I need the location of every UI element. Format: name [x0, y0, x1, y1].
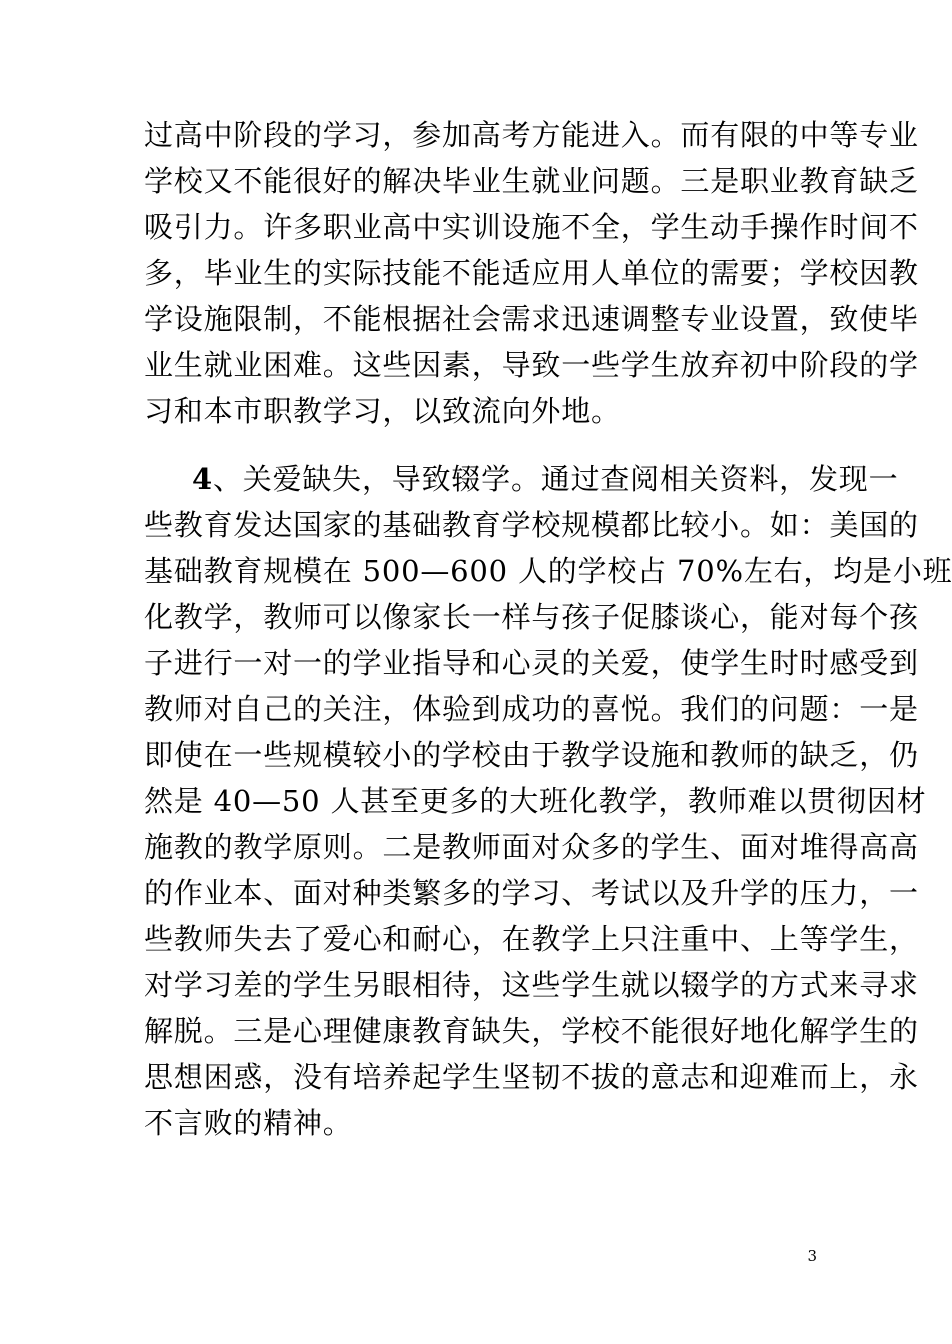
text-line-first: [192, 459, 899, 499]
text-line: 业生就业困难。这些因素，导致一些学生放弃初中阶段的学: [144, 348, 919, 382]
text-line: 教师对自己的关注，体验到成功的喜悦。我们的问题：一是: [144, 692, 919, 726]
page-number: 3: [807, 1247, 817, 1265]
text-line: 化教学，教师可以像家长一样与孩子促膝谈心，能对每个孩: [144, 600, 919, 634]
text-line: 子进行一对一的学业指导和心灵的关爱，使学生时时感受到: [144, 646, 919, 680]
text-line: 些教育发达国家的基础教育学校规模都比较小。如：美国的: [144, 508, 919, 542]
text-line: 思想困惑，没有培养起学生坚韧不拔的意志和迎难而上，永: [144, 1060, 919, 1094]
text-line: 吸引力。许多职业高中实训设施不全，学生动手操作时间不: [144, 210, 919, 244]
text-line: 对学习差的学生另眼相待，这些学生就以辍学的方式来寻求: [144, 968, 919, 1002]
text-line: 学设施限制，不能根据社会需求迅速调整专业设置，致使毕: [144, 302, 919, 336]
text-line: 学校又不能很好的解决毕业生就业问题。三是职业教育缺乏: [144, 164, 919, 198]
text-line: 多，毕业生的实际技能不能适应用人单位的需要；学校因教: [144, 256, 919, 290]
text-line: 过高中阶段的学习，参加高考方能进入。而有限的中等专业: [144, 118, 919, 152]
text-line: 习和本市职教学习，以致流向外地。: [144, 394, 621, 428]
text-line: 基础教育规模在 500—600 人的学校占 70%左右，均是小班: [144, 554, 952, 588]
text-line: 些教师失去了爱心和耐心，在教学上只注重中、上等学生，: [144, 922, 919, 956]
text-line: 的作业本、面对种类繁多的学习、考试以及升学的压力，一: [144, 876, 919, 910]
first-line-text: 、关爱缺失，导致辍学。通过查阅相关资料，发现一: [212, 462, 899, 496]
text-line: 即使在一些规模较小的学校由于教学设施和教师的缺乏，仍: [144, 738, 919, 772]
text-line: 然是 40—50 人甚至更多的大班化教学，教师难以贯彻因材: [144, 784, 927, 818]
section-number: 4: [192, 462, 213, 496]
text-line: 施教的教学原则。二是教师面对众多的学生、面对堆得高高: [144, 830, 919, 864]
text-line: 不言败的精神。: [144, 1106, 353, 1140]
text-line: 解脱。三是心理健康教育缺失，学校不能很好地化解学生的: [144, 1014, 919, 1048]
